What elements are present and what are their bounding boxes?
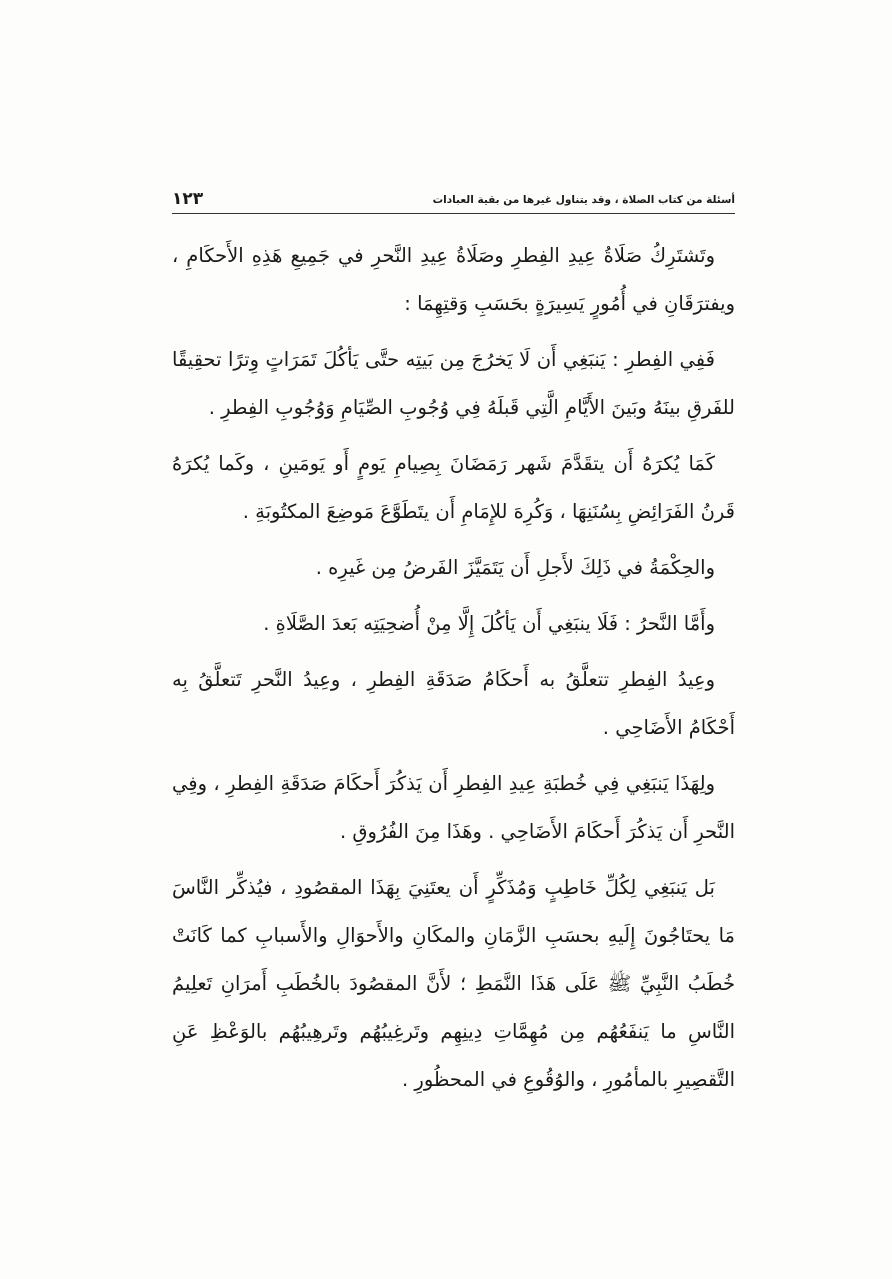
paragraph-8: بَل يَنبَغِي لِكُلِّ خَاطِبٍ وَمُذَكِّرٍ أَن يعتَنِيَ بِهَذَا المقصُودِ ، فيُذكِّر النَّاسَ مَا يحتَاجُونَ إِلَيهِ بحسَبِ الزَّمَانِ والمكَانِ والأَحوَالِ والأَسبابِ كما كَانَتْ خُطَبُ النَّبِيِّ ﷺ عَلَى هَذَا النَّمَطِ ؛ لأَنَّ المقصُودَ بالخُطَبِ أَمرَانِ تَعلِيمُ النَّاسِ ما يَنفَعُهُم مِن مُهِمَّاتِ دِينِهِم وتَرغِيبُهُم وتَرهِيبُهُم بالوَعْظِ عَنِ التَّقصِيرِ بالمأمُورِ ، والوُقُوعِ في المحظُورِ . [172, 876, 735, 1091]
running-header [172, 178, 735, 212]
paragraph-3: كَمَا يُكرَهُ أَن يتقَدَّمَ شَهر رَمَضَانَ بِصِيامِ يَومٍ أَو يَومَينِ ، وكَما يُكرَهُ قَرنُ الفَرَائِضِ بِسُنَنِهَا ، وَكُرِهَ للإِمَامِ أَن يتَطَوَّعَ مَوضِعَ المكتُوبَةِ . [172, 452, 735, 523]
page-number: ١٢٣ [172, 189, 204, 209]
body-text [172, 232, 735, 1232]
paragraph-4: والحِكْمَةُ في ذَلِكَ لأَجلِ أَن يَتَمَيَّزَ الفَرضُ مِن غَيرِه . [315, 556, 715, 579]
paragraph-1: وتَشتَرِكُ صَلَاةُ عِيدِ الفِطرِ وصَلَاةُ عِيدِ النَّحرِ في جَمِيعِ هَذِهِ الأَحكَامِ ، ويفترَقَانِ في أُمُورٍ يَسِيرَةٍ بحَسَبِ وَقتِهِمَا : [172, 244, 735, 315]
paragraph-5: وأَمَّا النَّحرُ : فَلَا ينبَغِي أَن يَأكُلَ إِلَّا مِنْ أُضحِيَتِه بَعدَ الصَّلَاةِ . [263, 612, 715, 635]
header-rule [172, 213, 735, 214]
paragraph-7: ولِهَذَا يَنبَغِي فِي خُطبَةِ عِيدِ الفِطرِ أَن يَذكُرَ أَحكَامَ صَدَقَةِ الفِطرِ ، وفِي النَّحرِ أَن يَذكُرَ أَحكَامَ الأَضَاحِي . وهَذَا مِنَ الفُرُوقِ . [172, 772, 735, 843]
running-title: أسئلة من كتاب الصلاة ، وقد يتناول غيرها من بقية العبادات [432, 194, 735, 206]
paragraph-6: وعِيدُ الفِطرِ تتعلَّقُ به أَحكَامُ صَدَقَةِ الفِطرِ ، وعِيدُ النَّحرِ تَتعلَّقُ بِه أَحْكَامُ الأَضَاحِي . [172, 668, 735, 739]
paragraph-2: فَفِي الفِطرِ : يَنبَغِي أَن لَا يَخرُجَ مِن بَيتِه حتَّى يَأكُلَ تَمَرَاتٍ وِترًا تحقِيقًا للفَرقِ بينَهُ وبَينَ الأَيَّامِ الَّتِي قَبلَهُ فِي وُجُوبِ الصِّيَامِ وَوُجُوبِ الفِطرِ . [172, 348, 735, 419]
